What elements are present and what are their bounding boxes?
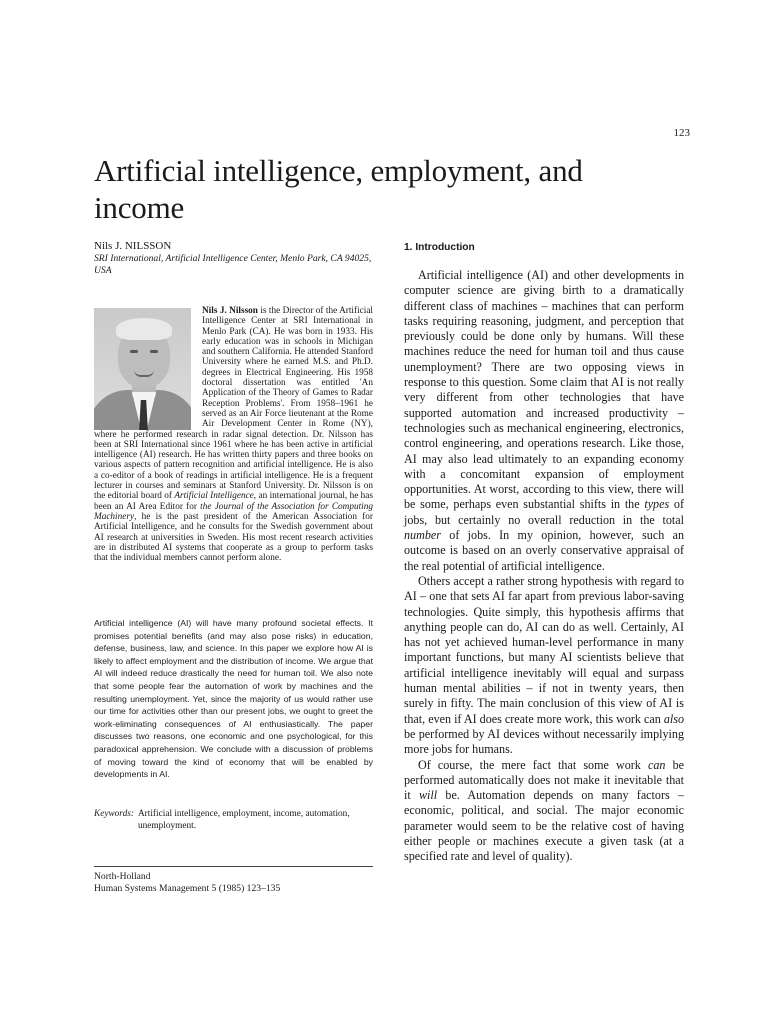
page-number: 123	[673, 127, 690, 139]
author-biography	[94, 306, 373, 563]
paragraph-2	[404, 574, 684, 758]
p3-emphasis-2: will	[418, 788, 438, 803]
paragraph-1	[404, 268, 684, 574]
p1-emphasis-2: number	[404, 528, 441, 543]
section-heading: 1. Introduction	[404, 242, 475, 253]
p3-text-b: be performed automatically does not make it inevitable that it	[404, 757, 684, 803]
photo-spacer	[94, 306, 202, 426]
p1-text-a: Artificial intelligence (AI) and other developments in computer science are giving birth to a dramatically different class of machines – machines that can perform tasks requiring reasoning, judgment, and perception that previously could be done only by humans. Will these machines reduce the need for human toil and thus cause unemployment? There are two opposing views in response to this question. Some claim that AI is not really very different from other technologies that have supported automation and increased productivity – technologies such as mechanical engineering, electronics, control engineering, and operations research. Like those, AI may also lead ultimately to an expanding economy with a concomitant expansion of employment opportunities. At worst, according to this view, there will be some, perhaps even substantial shifts in the	[404, 268, 684, 512]
paragraph-3	[404, 758, 684, 865]
bio-journal-1: Artificial Intelligence	[174, 491, 254, 502]
citation: Human Systems Management 5 (1985) 123–135	[94, 883, 281, 895]
p2-text-b: be performed by AI devices without necessarily implying more jobs for humans.	[404, 726, 684, 757]
abstract: Artificial intelligence (AI) will have many profound societal effects. It promises potential benefits (and may also pose risks) in education, defense, business, law, and science. In this paper we explore how AI is likely to affect employment and the distribution of income. We argue that AI will indeed reduce drastically the need for human toil. We also note that some people fear the automation of work by machines and the resulting unemployment. Yet, since the majority of us would rather use our time for activities other than our present jobs, we ought to greet the work-eliminating consequences of AI enthusiastically. The paper discusses two reasons, one economic and one psychological, for this paradoxical apprehension. We conclude with a discussion of problems of moving toward the kind of economy that will be enabled by developments in AI.	[94, 618, 373, 780]
p1-emphasis-1: types	[644, 497, 670, 512]
p1-text-c: of jobs. In my opinion, however, such an outcome is based on an overly conservative appraisal of the real potential of artificial intelligence.	[404, 528, 684, 573]
keywords-text: Artificial intelligence, employment, income, automation, unemployment.	[137, 809, 350, 831]
p1-text-b: of jobs, but certainly no overall reduction in the total	[404, 497, 684, 527]
p3-text-c: be. Automation depends on many factors – economic, political, and social. The major economic parameter would seem to be the relative cost of having either people or machines execute a given task (at a specified rate and level of quality).	[404, 788, 684, 864]
bio-text-2: , an international journal, he has been an AI Area Editor for	[94, 491, 373, 512]
p2-emphasis: also	[663, 711, 684, 726]
footer-divider	[94, 866, 373, 867]
publisher: North-Holland	[94, 871, 151, 882]
bio-text-3: , he is the past president of the American Association for Artificial Intelligence, and he consults for the Swedish government about AI research at universities in Sweden. His most recent research activities are in distributed AI systems that cooperate as a group to perform tasks that the individual members cannot perform alone.	[94, 511, 373, 564]
p3-emphasis-1: can	[647, 757, 666, 772]
bio-name: Nils J. Nilsson	[202, 306, 258, 316]
bio-journal-2: the Journal of the Association for Computing Machinery	[94, 501, 374, 522]
p2-text-a: Others accept a rather strong hypothesis with regard to AI – one that sets AI far apart from previous labor-saving technologies. Quite simply, this hypothesis affirms that anything people can do, AI can do as well. Certainly, AI has not yet achieved human-level performance in many important functions, but many AI scientists believe that artificial intelligence inevitably will equal and surpass human mental abilities – if not in twenty years, then surely in fifty. The main conclusion of this view of AI is that, even if AI does create more work, this work can	[404, 573, 684, 726]
keywords-label: Keywords:	[94, 809, 134, 819]
paper-title: Artificial intelligence, employment, and income	[94, 153, 583, 225]
footer	[94, 871, 373, 896]
author-affiliation: SRI International, Artificial Intelligence Center, Menlo Park, CA 94025, USA	[94, 253, 372, 276]
bio-text-1: is the Director of the Artificial Intelligence Center at SRI International in Menlo Park (CA). He was born in 1933. His early education was in schools in Michigan and southern California. He attended Stanford University where he earned M.S. and Ph.D. degrees in Electrical Engineering. His 1958 doctoral dissertation was entitled 'An Application of the Theory of Games to Radar Reception Problems'. From 1958–1961 he served as an Air Force lieutenant at the Rome Air Development Center in Rome (NY), where he performed research in radar signal detection. Dr. Nilsson has been at SRI International since 1961 where he has been active in artificial intelligence (AI) research. He has written thirty papers and three books on various aspects of pattern recognition and artificial intelligence. He is also a co-editor of a book of readings in artificial intelligence. He is a frequent lecturer in courses and seminars at Stanford University. Dr. Nilsson is on the editorial board of	[94, 306, 373, 502]
keywords	[94, 808, 373, 832]
author-name: Nils J. NILSSON	[94, 240, 172, 252]
p3-text-a: Of course, the mere fact that some work	[418, 757, 648, 772]
introduction-body	[404, 268, 684, 865]
